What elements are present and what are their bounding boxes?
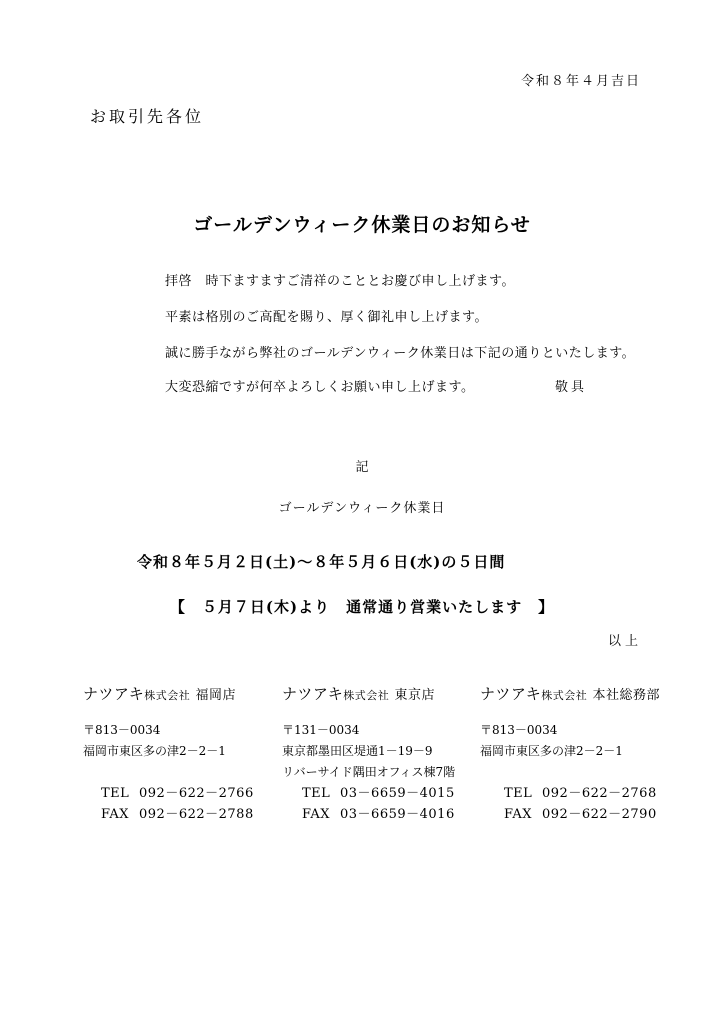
tel-row (480, 783, 680, 804)
fax-number: 092－622－2788 (139, 807, 254, 822)
postal-code: 〒131－0034 (282, 723, 360, 737)
office-fukuoka (83, 683, 283, 825)
fax-label: FAX (504, 807, 533, 822)
postal-code: 〒813－0034 (83, 723, 161, 737)
resume-notice: 【 ５月７日(木)より 通常通り営業いたします 】 (169, 598, 555, 616)
address-line-1: 福岡市東区多の津2－2－1 (480, 744, 623, 758)
address-line-1: 福岡市東区多の津2－2－1 (83, 744, 226, 758)
tel-label: TEL (302, 786, 331, 801)
address-line-1: 東京都墨田区堤通1－19－9 (282, 744, 433, 758)
company-name: ナツアキ (83, 685, 145, 703)
company-type: 株式会社 (144, 689, 191, 702)
fax-label: FAX (101, 807, 130, 822)
company-type: 株式会社 (541, 689, 588, 702)
fax-row (83, 804, 283, 825)
closing-keigu: 敬具 (555, 380, 588, 395)
office-headquarters (480, 683, 680, 825)
tel-row (83, 783, 283, 804)
tel-label: TEL (504, 786, 533, 801)
branch-name: 東京店 (394, 688, 436, 703)
holiday-period: 令和８年５月２日(土)～８年５月６日(水)の５日間 (137, 553, 506, 571)
holiday-label: ゴールデンウィーク休業日 (278, 501, 446, 516)
company-name: ナツアキ (282, 685, 344, 703)
tel-label: TEL (101, 786, 130, 801)
greeting-line-3: 誠に勝手ながら弊社のゴールデンウィーク休業日は下記の通りといたします。 (165, 346, 636, 361)
company-type: 株式会社 (343, 689, 390, 702)
postal-code: 〒813－0034 (480, 723, 558, 737)
ki-heading: 記 (355, 460, 369, 475)
office-name (480, 683, 680, 704)
fax-label: FAX (302, 807, 331, 822)
office-name (83, 683, 283, 704)
tel-number: 092－622－2766 (139, 786, 254, 801)
document-title: ゴールデンウィーク休業日のお知らせ (193, 214, 531, 236)
address-line-2 (83, 762, 283, 783)
tel-number: 03－6659－4015 (340, 786, 455, 801)
address-line-2 (480, 762, 680, 783)
fax-number: 03－6659－4016 (340, 807, 455, 822)
address-line-2: リバーサイド隅田オフィス棟7階 (282, 765, 456, 779)
greeting-line-4: 大変恐縮ですが何卒よろしくお願い申し上げます。 (165, 380, 475, 395)
tel-number: 092－622－2768 (542, 786, 657, 801)
fax-row (282, 804, 482, 825)
office-tokyo (282, 683, 482, 825)
fax-row (480, 804, 680, 825)
tel-row (282, 783, 482, 804)
office-name (282, 683, 482, 704)
company-name: ナツアキ (480, 685, 542, 703)
recipient: お取引先各位 (90, 107, 205, 126)
closing-ijou: 以上 (607, 634, 642, 649)
issue-date: 令和８年４月吉日 (520, 74, 641, 89)
branch-name: 福岡店 (195, 688, 237, 703)
greeting-line-1: 拝啓 時下ますますご清祥のこととお慶び申し上げます。 (165, 274, 515, 289)
fax-number: 092－622－2790 (542, 807, 657, 822)
branch-name: 本社総務部 (592, 688, 661, 703)
greeting-line-2: 平素は格別のご高配を賜り、厚く御礼申し上げます。 (165, 310, 488, 325)
